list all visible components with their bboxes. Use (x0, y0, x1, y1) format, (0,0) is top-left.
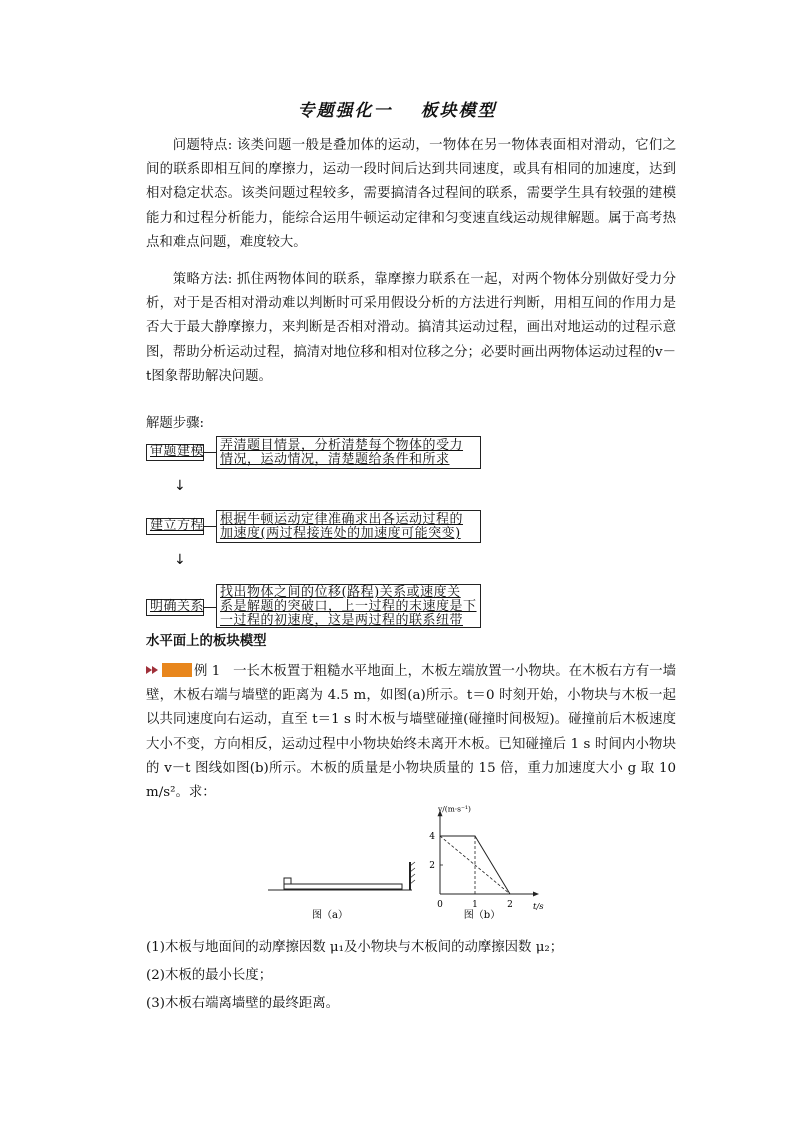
down-arrow-2: ↓ (174, 552, 186, 568)
down-arrow-1: ↓ (174, 478, 186, 494)
question-1: (1)木板与地面间的动摩擦因数 μ₁及小物块与木板间的动摩擦因数 μ₂； (146, 940, 564, 955)
step-3-line-2: 系是解题的突破口，上一过程的末速度是下 (220, 599, 477, 614)
long-board (284, 884, 402, 889)
step-1-line-1: 弄清题目情景，分析清楚每个物体的受力 (220, 438, 464, 453)
step-1-desc-box (216, 436, 481, 469)
chart-axes (437, 804, 544, 912)
figure-b-chart (420, 798, 570, 924)
title-left: 专题强化一 (297, 101, 393, 121)
chart-guides (440, 836, 510, 894)
intro-problem-features: 问题特点: 该类问题一般是叠加体的运动，一物体在另一物体表面相对滑动，它们之间的联系即相互间的摩擦力，运动一段时间后达到共同速度，或具有相同的加速度，达到相对稳定状态。该类问题过程较多，需要搞清各过程间的联系，需要学生具有较强的建模能力和过程分析能力，能综合运用牛顿运动定律和匀变速直线运动规律解题。属于高考热点和难点问题，难度较大。 (146, 138, 676, 250)
step-2-connector (204, 526, 216, 527)
question-2: (2)木板的最小长度； (146, 968, 273, 983)
chart-ticks (429, 832, 513, 910)
step-1-connector (204, 452, 216, 453)
example-text (146, 660, 676, 805)
y-tick-label-4: 4 (429, 832, 435, 842)
example-body: 一长木板置于粗糙水平地面上，木板左端放置一小物块。在木板右方有一墙壁，木板右端与墙壁的距离为 4.5 m，如图(a)所示。t＝0 时刻开始，小物块与木板一起以共同速度向右运动，直至 t＝1 s 时木板与墙壁碰撞(碰撞时间极短)。碰撞前后木板速度大小不变，方向相反，运动过程中小物块始终未离开木板。已知碰撞后 1 s 时间内小物块的 v－t 图线如图(b)所示。木板的质量是小物块质量的 15 倍，重力加速度大小 g 取 10 m/s²。求： (146, 664, 677, 801)
x-axis-arrow (533, 892, 539, 897)
guide-diagonal-0 (440, 836, 510, 894)
x-tick-label-0: 0 (437, 900, 443, 910)
step-1-line-2: 情况，运动情况，清楚题给条件和所求 (220, 452, 450, 467)
figure-b-caption: 图（b） (463, 910, 501, 921)
figure-a (262, 852, 422, 922)
section-heading: 水平面上的板块模型 (146, 633, 267, 649)
y-axis-label: v/(m·s⁻¹) (438, 804, 471, 814)
step-1-name-box (146, 444, 204, 461)
steps-label: 解题步骤: (146, 416, 205, 431)
step-3-name: 明确关系 (150, 599, 205, 614)
step-1-name: 审题建模 (150, 444, 205, 459)
step-3-desc-box (216, 584, 481, 628)
step-2-desc-box (216, 510, 481, 543)
step-2-line-2: 加速度(两过程接连处的加速度可能突变) (220, 526, 461, 541)
x-tick-label-1: 1 (472, 900, 478, 910)
figure-a-caption: 图（a） (312, 910, 348, 921)
page-title (0, 96, 794, 121)
example-label: 例 1 (194, 664, 221, 679)
step-3-name-box (146, 599, 204, 616)
step-2-line-1: 根据牛顿运动定律准确求出各运动过程的 (220, 512, 464, 527)
step-2-name-box (146, 518, 204, 535)
x-tick-label-2: 2 (507, 900, 513, 910)
step-2-name: 建立方程 (150, 518, 205, 533)
step-3-connector (204, 607, 216, 608)
intro-strategy: 策略方法: 抓住两物体间的联系，靠摩擦力联系在一起，对两个物体分别做好受力分析，对于是否相对滑动难以判断时可采用假设分析的方法进行判断，用相互间的作用力是否大于最大静摩擦力，来判断是否相对滑动。搞清其运动过程，画出对地运动的过程示意图，帮助分析运动过程，搞清对地位移和相对位移之分；必要时画出两物体运动过程的v－t图象帮助解决问题。 (146, 272, 676, 384)
step-3-line-1: 找出物体之间的位移(路程)关系或速度关 (220, 585, 461, 600)
y-tick-label-2: 2 (429, 861, 435, 871)
small-block (284, 878, 291, 884)
x-axis-label: t/s (533, 902, 544, 912)
step-3-line-3: 一过程的初速度，这是两过程的联系纽带 (220, 613, 464, 628)
title-right: 板块模型 (420, 101, 497, 121)
question-3: (3)木板右端离墙壁的最终距离。 (146, 996, 340, 1011)
